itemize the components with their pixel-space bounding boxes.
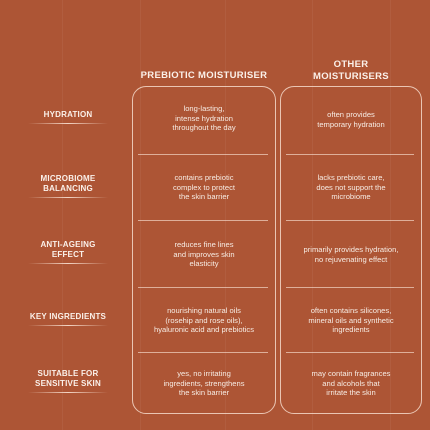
cell-line: microbiome [331, 192, 371, 202]
cell-line: long-lasting, [183, 104, 225, 113]
cell-prebiotic-sensitive-skin [134, 369, 274, 398]
cell-prebiotic-hydration [134, 104, 274, 133]
row-divider [138, 220, 268, 221]
row-divider [286, 154, 414, 155]
row-label-hydration [18, 110, 118, 124]
cell-line: often provides [327, 110, 375, 119]
column-header-other-line2: MOISTURISERS [313, 71, 389, 82]
cell-line: elasticity [189, 259, 219, 269]
cell-line: primarily provides hydration, [303, 245, 399, 254]
row-label-sensitive-skin [18, 369, 118, 393]
cell-line: reduces fine lines [174, 240, 234, 249]
cell-line: complex to protect [172, 182, 236, 192]
cell-line: and improves skin [173, 249, 235, 259]
row-label-anti-ageing [18, 240, 118, 264]
cell-line: yes, no irritating [177, 369, 231, 378]
cell-line: throughout the day [172, 123, 236, 133]
row-divider [138, 352, 268, 353]
row-divider [138, 154, 268, 155]
row-label-line: SUITABLE FOR [37, 369, 99, 378]
row-divider [286, 352, 414, 353]
label-underline [28, 197, 108, 198]
row-label-line: SENSITIVE SKIN [35, 379, 101, 388]
row-label-line: BALANCING [43, 184, 93, 193]
label-underline [28, 123, 108, 124]
cell-other-anti-ageing [282, 245, 420, 264]
cell-other-sensitive-skin [282, 369, 420, 398]
column-header-other-line1: OTHER [333, 59, 369, 70]
cell-prebiotic-microbiome [134, 173, 274, 202]
label-underline [28, 263, 108, 264]
cell-line: contains prebiotic [174, 173, 234, 182]
row-divider [138, 287, 268, 288]
cell-line: and alcohols that [322, 378, 380, 388]
cell-line: the skin barrier [178, 192, 230, 202]
cell-other-key-ingredients [282, 306, 420, 335]
cell-line: hyaluronic acid and prebiotics [153, 325, 255, 335]
column-header-other [280, 59, 422, 83]
cell-other-microbiome [282, 173, 420, 202]
row-label-line: EFFECT [51, 250, 85, 259]
row-label-line: KEY INGREDIENTS [29, 312, 107, 321]
cell-line: nourishing natural oils [167, 306, 241, 315]
label-underline [28, 392, 108, 393]
cell-line: irritate the skin [326, 388, 376, 398]
cell-line: lacks prebiotic care, [317, 173, 385, 182]
cell-prebiotic-key-ingredients [134, 306, 274, 335]
label-underline [28, 325, 108, 326]
row-label-microbiome [18, 174, 118, 198]
row-divider [286, 287, 414, 288]
cell-line: (rosehip and rose oils), [165, 315, 243, 325]
cell-line: often contains silicones, [310, 306, 392, 315]
row-label-line: ANTI-AGEING [40, 240, 96, 249]
row-divider [286, 220, 414, 221]
cell-line: intense hydration [175, 113, 233, 123]
row-label-key-ingredients [18, 312, 118, 326]
background-stripe [62, 0, 63, 430]
cell-line: ingredients [332, 325, 370, 335]
cell-other-hydration [282, 110, 420, 129]
cell-line: mineral oils and synthetic [308, 315, 394, 325]
cell-line: temporary hydration [317, 119, 385, 129]
column-header-prebiotic: PREBIOTIC MOISTURISER [140, 70, 268, 81]
cell-prebiotic-anti-ageing [134, 240, 274, 269]
cell-line: the skin barrier [178, 388, 230, 398]
row-label-line: MICROBIOME [40, 174, 96, 183]
row-label-line: HYDRATION [43, 110, 93, 119]
cell-line: no rejuvenating effect [314, 254, 388, 264]
cell-line: does not support the [316, 182, 386, 192]
cell-line: may contain fragrances [311, 369, 391, 378]
cell-line: ingredients, strengthens [163, 378, 245, 388]
